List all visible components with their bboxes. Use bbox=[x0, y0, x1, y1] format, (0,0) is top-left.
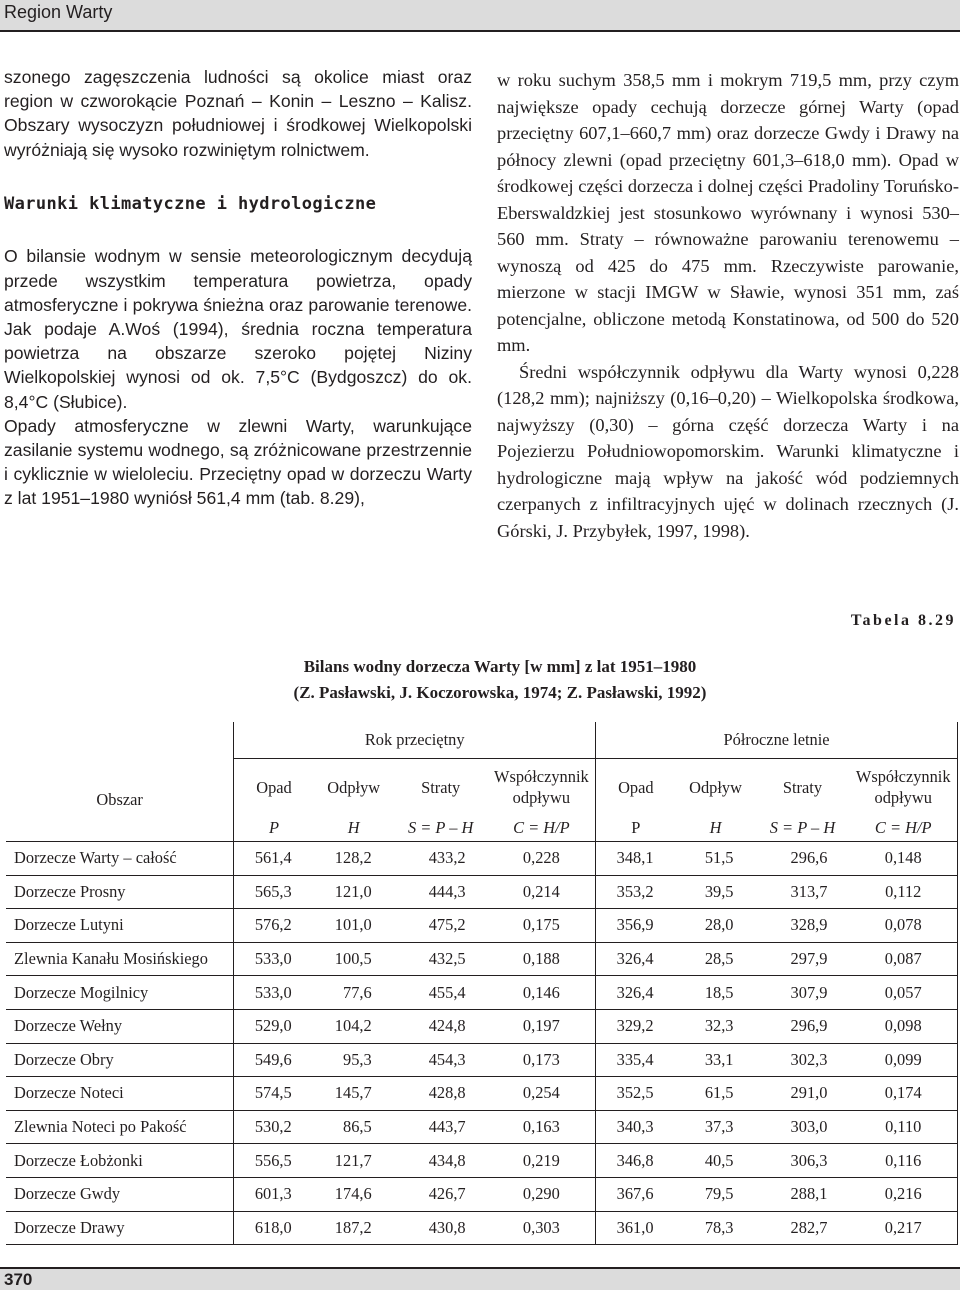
sym-opad-annual: P bbox=[234, 815, 314, 842]
value-cell-s-h: 28,0 bbox=[676, 909, 756, 943]
value-cell-a-h: 187,2 bbox=[314, 1211, 394, 1245]
value-cell-a-s: 455,4 bbox=[394, 976, 488, 1010]
value-cell-s-c: 0,078 bbox=[849, 909, 957, 943]
col-opad-annual: Opad bbox=[234, 759, 314, 816]
value-cell-a-p: 529,0 bbox=[234, 1009, 314, 1043]
value-cell-s-s: 328,9 bbox=[756, 909, 850, 943]
value-cell-s-s: 302,3 bbox=[756, 1043, 850, 1077]
value-cell-a-s: 424,8 bbox=[394, 1009, 488, 1043]
value-cell-a-c: 0,228 bbox=[488, 842, 596, 876]
row-name-cell: Dorzecze Mogilnicy bbox=[6, 976, 234, 1010]
value-cell-a-c: 0,146 bbox=[488, 976, 596, 1010]
value-cell-s-s: 288,1 bbox=[756, 1177, 850, 1211]
col-straty-annual: Straty bbox=[421, 777, 461, 797]
value-cell-s-h: 32,3 bbox=[676, 1009, 756, 1043]
value-cell-s-c: 0,112 bbox=[849, 875, 957, 909]
value-cell-s-p: 367,6 bbox=[596, 1177, 676, 1211]
value-cell-a-h: 104,2 bbox=[314, 1009, 394, 1043]
value-cell-a-c: 0,303 bbox=[488, 1211, 596, 1245]
table-title-line-1: Bilans wodny dorzecza Warty [w mm] z lat 1951–1980 bbox=[303, 657, 697, 676]
col-odplyw-annual: Odpływ bbox=[327, 777, 381, 797]
corner-cell bbox=[6, 722, 234, 759]
col-area: Obszar bbox=[96, 790, 143, 810]
left-paragraph-2: O bilansie wodnym w sensie meteorologicznym decydują przede wszystkim temperatura powietrza, opady atmosferyczne i pokrywa śnieżna oraz parowanie terenowe. Jak podaje A.Woś (1994), średnia roczna temperatura powietrza na obszarze szeroko pojętej Niziny Wielkopolskiej wynosi od ok. 7,5°C (Bydgoszcz) do ok. 8,4°C (Słubice). bbox=[4, 246, 472, 412]
row-name-cell: Zlewnia Noteci po Pakość bbox=[6, 1110, 234, 1144]
value-cell-s-h: 39,5 bbox=[676, 875, 756, 909]
table-row bbox=[6, 1144, 958, 1178]
group-annual: Rok przeciętny bbox=[234, 722, 596, 759]
table-row bbox=[6, 942, 958, 976]
value-cell-s-p: 340,3 bbox=[596, 1110, 676, 1144]
value-cell-s-c: 0,110 bbox=[849, 1110, 957, 1144]
sym-wsp-half: C = H/P bbox=[849, 815, 957, 842]
group-half-year: Półroczne letnie bbox=[596, 722, 958, 759]
table-row bbox=[6, 909, 958, 943]
value-cell-s-h: 18,5 bbox=[676, 976, 756, 1010]
row-name-cell: Dorzecze Gwdy bbox=[6, 1177, 234, 1211]
row-name-cell: Dorzecze Wełny bbox=[6, 1009, 234, 1043]
value-cell-s-c: 0,098 bbox=[849, 1009, 957, 1043]
value-cell-a-p: 601,3 bbox=[234, 1177, 314, 1211]
sym-odplyw-annual: H bbox=[347, 818, 360, 837]
table-row bbox=[6, 1110, 958, 1144]
value-cell-s-c: 0,087 bbox=[849, 942, 957, 976]
value-cell-a-s: 430,8 bbox=[394, 1211, 488, 1245]
value-cell-a-s: 443,7 bbox=[394, 1110, 488, 1144]
value-cell-a-h: 121,7 bbox=[314, 1144, 394, 1178]
value-cell-s-c: 0,216 bbox=[849, 1177, 957, 1211]
value-cell-a-s: 432,5 bbox=[394, 942, 488, 976]
value-cell-a-c: 0,197 bbox=[488, 1009, 596, 1043]
col-wsp-annual: Współczynnik odpływu bbox=[488, 759, 596, 816]
value-cell-a-p: 576,2 bbox=[234, 909, 314, 943]
value-cell-s-c: 0,099 bbox=[849, 1043, 957, 1077]
water-balance-table bbox=[6, 722, 958, 1245]
sym-straty-half: S = P – H bbox=[769, 818, 836, 837]
sym-odplyw-half: H bbox=[709, 818, 722, 837]
col-straty-half: Straty bbox=[782, 777, 823, 797]
value-cell-a-c: 0,290 bbox=[488, 1177, 596, 1211]
value-cell-s-s: 307,9 bbox=[756, 976, 850, 1010]
sym-wsp-annual: C = H/P bbox=[488, 815, 596, 842]
row-name-cell: Dorzecze Prosny bbox=[6, 875, 234, 909]
table-row bbox=[6, 1009, 958, 1043]
table-row bbox=[6, 976, 958, 1010]
value-cell-s-p: 335,4 bbox=[596, 1043, 676, 1077]
value-cell-a-h: 174,6 bbox=[314, 1177, 394, 1211]
left-paragraph-3: Opady atmosferyczne w zlewni Warty, warunkujące zasilanie systemu wodnego, są zróżnicowane przestrzennie i cyklicznie w wieloleciu. Przeciętny opad w dorzeczu Warty z lat 1951–1980 wyniósł 561,4 mm (tab. 8.29), bbox=[4, 415, 472, 509]
value-cell-s-h: 33,1 bbox=[676, 1043, 756, 1077]
value-cell-a-p: 618,0 bbox=[234, 1211, 314, 1245]
value-cell-s-p: 361,0 bbox=[596, 1211, 676, 1245]
value-cell-s-h: 78,3 bbox=[676, 1211, 756, 1245]
value-cell-s-h: 37,3 bbox=[676, 1110, 756, 1144]
section-heading: Warunki klimatyczne i hydrologiczne bbox=[4, 193, 377, 214]
value-cell-a-h: 100,5 bbox=[314, 942, 394, 976]
sym-opad-half: P bbox=[631, 818, 641, 837]
right-paragraph-1: w roku suchym 358,5 mm i mokrym 719,5 mm, przy czym największe opady cechują dorzecze górnej Warty (opad przeciętny 607,1–660,7 mm) oraz dorzecze Gwdy i Drawy na północy zlewni (opad przeciętny 601,3–618,0 mm). Opad w środkowej części dorzecza i dolnej części Pradoliny Toruńsko-Eberswaldzkiej jest stosunkowo wyrównany i wynosi 530–560 mm. Straty – równoważne parowaniu terenowemu – wynoszą od 425 do 475 mm. Rzeczywiste parowanie, mierzone w stacji IMGW w Sławie, wynosi 351 mm, zaś potencjalne, obliczone metodą Konstatinowa, od 500 do 520 mm. bbox=[497, 70, 959, 355]
value-cell-s-s: 296,9 bbox=[756, 1009, 850, 1043]
value-cell-a-h: 86,5 bbox=[314, 1110, 394, 1144]
value-cell-s-p: 353,2 bbox=[596, 875, 676, 909]
value-cell-a-c: 0,254 bbox=[488, 1077, 596, 1111]
value-cell-a-s: 428,8 bbox=[394, 1077, 488, 1111]
value-cell-a-c: 0,214 bbox=[488, 875, 596, 909]
value-cell-a-p: 549,6 bbox=[234, 1043, 314, 1077]
value-cell-s-s: 297,9 bbox=[756, 942, 850, 976]
left-column bbox=[4, 65, 472, 511]
value-cell-s-c: 0,116 bbox=[849, 1144, 957, 1178]
value-cell-a-p: 533,0 bbox=[234, 942, 314, 976]
col-odplyw-half: Odpływ bbox=[689, 777, 742, 797]
value-cell-s-p: 348,1 bbox=[596, 842, 676, 876]
value-cell-a-s: 434,8 bbox=[394, 1144, 488, 1178]
row-name-cell: Dorzecze Lutyni bbox=[6, 909, 234, 943]
value-cell-s-p: 326,4 bbox=[596, 942, 676, 976]
value-cell-a-p: 565,3 bbox=[234, 875, 314, 909]
value-cell-a-c: 0,219 bbox=[488, 1144, 596, 1178]
value-cell-a-s: 475,2 bbox=[394, 909, 488, 943]
value-cell-s-s: 291,0 bbox=[756, 1077, 850, 1111]
value-cell-a-c: 0,175 bbox=[488, 909, 596, 943]
page-footer bbox=[0, 1267, 960, 1290]
value-cell-s-h: 51,5 bbox=[676, 842, 756, 876]
page-header bbox=[0, 0, 960, 32]
value-cell-a-h: 95,3 bbox=[314, 1043, 394, 1077]
value-cell-a-h: 101,0 bbox=[314, 909, 394, 943]
value-cell-a-s: 426,7 bbox=[394, 1177, 488, 1211]
value-cell-s-s: 303,0 bbox=[756, 1110, 850, 1144]
value-cell-a-s: 444,3 bbox=[394, 875, 488, 909]
col-opad-half: Opad bbox=[618, 777, 654, 797]
value-cell-s-s: 282,7 bbox=[756, 1211, 850, 1245]
row-name-cell: Dorzecze Warty – całość bbox=[6, 842, 234, 876]
right-column bbox=[497, 67, 959, 544]
value-cell-a-h: 145,7 bbox=[314, 1077, 394, 1111]
table-title-line-2: (Z. Pasławski, J. Koczorowska, 1974; Z. Pasławski, 1992) bbox=[293, 683, 707, 702]
table-row bbox=[6, 842, 958, 876]
table-row bbox=[6, 1177, 958, 1211]
value-cell-a-s: 454,3 bbox=[394, 1043, 488, 1077]
row-name-cell: Zlewnia Kanału Mosińskiego bbox=[6, 942, 234, 976]
row-name-cell: Dorzecze Obry bbox=[6, 1043, 234, 1077]
table-row bbox=[6, 875, 958, 909]
value-cell-s-p: 356,9 bbox=[596, 909, 676, 943]
value-cell-s-h: 61,5 bbox=[676, 1077, 756, 1111]
table-title bbox=[180, 654, 820, 706]
value-cell-a-p: 533,0 bbox=[234, 976, 314, 1010]
value-cell-a-h: 77,6 bbox=[314, 976, 394, 1010]
value-cell-s-p: 326,4 bbox=[596, 976, 676, 1010]
row-name-cell: Dorzecze Noteci bbox=[6, 1077, 234, 1111]
value-cell-s-c: 0,057 bbox=[849, 976, 957, 1010]
value-cell-a-p: 556,5 bbox=[234, 1144, 314, 1178]
table-label: Tabela 8.29 bbox=[850, 612, 956, 629]
value-cell-s-s: 306,3 bbox=[756, 1144, 850, 1178]
value-cell-s-c: 0,174 bbox=[849, 1077, 957, 1111]
value-cell-a-p: 561,4 bbox=[234, 842, 314, 876]
value-cell-s-h: 28,5 bbox=[676, 942, 756, 976]
table-body bbox=[6, 842, 958, 1245]
table-row bbox=[6, 1043, 958, 1077]
value-cell-s-s: 313,7 bbox=[756, 875, 850, 909]
value-cell-s-c: 0,217 bbox=[849, 1211, 957, 1245]
value-cell-a-h: 121,0 bbox=[314, 875, 394, 909]
value-cell-s-s: 296,6 bbox=[756, 842, 850, 876]
row-name-cell: Dorzecze Łobżonki bbox=[6, 1144, 234, 1178]
header-title: Region Warty bbox=[4, 2, 113, 22]
value-cell-s-h: 79,5 bbox=[676, 1177, 756, 1211]
value-cell-a-s: 433,2 bbox=[394, 842, 488, 876]
page-number: 370 bbox=[4, 1270, 33, 1289]
table-row bbox=[6, 1077, 958, 1111]
left-paragraph-1: szonego zagęszczenia ludności są okolice miast oraz region w czworokącie Poznań – Konin – Leszno – Kalisz. Obszary wysoczyzn południowej i środkowej Wielkopolski wyróżniają się wysoko rozwiniętym rolnictwem. bbox=[4, 67, 472, 160]
sym-straty-annual: S = P – H bbox=[407, 818, 474, 837]
value-cell-s-c: 0,148 bbox=[849, 842, 957, 876]
table-row bbox=[6, 1211, 958, 1245]
value-cell-s-p: 346,8 bbox=[596, 1144, 676, 1178]
value-cell-a-p: 530,2 bbox=[234, 1110, 314, 1144]
value-cell-a-p: 574,5 bbox=[234, 1077, 314, 1111]
value-cell-a-c: 0,173 bbox=[488, 1043, 596, 1077]
right-paragraph-2: Średni współczynnik odpływu dla Warty wynosi 0,228 (128,2 mm); najniższy (0,16–0,20) – Wielkopolska środkowa, najwyższy (0,30) – górna część dorzecza Warty i na Pojezierzu Południowopomorskim. Warunki klimatyczne i hydrologiczne mają wpływ na jakość wód podziemnych czerpanych z infiltracyjnych ujęć w dolinach rzecznych (J. Górski, J. Przybyłek, 1997, 1998). bbox=[497, 361, 959, 541]
value-cell-s-h: 40,5 bbox=[676, 1144, 756, 1178]
value-cell-a-c: 0,188 bbox=[488, 942, 596, 976]
value-cell-s-p: 352,5 bbox=[596, 1077, 676, 1111]
row-name-cell: Dorzecze Drawy bbox=[6, 1211, 234, 1245]
value-cell-a-c: 0,163 bbox=[488, 1110, 596, 1144]
value-cell-s-p: 329,2 bbox=[596, 1009, 676, 1043]
value-cell-a-h: 128,2 bbox=[314, 842, 394, 876]
col-wsp-half: Współczynnik odpływu bbox=[849, 759, 957, 816]
